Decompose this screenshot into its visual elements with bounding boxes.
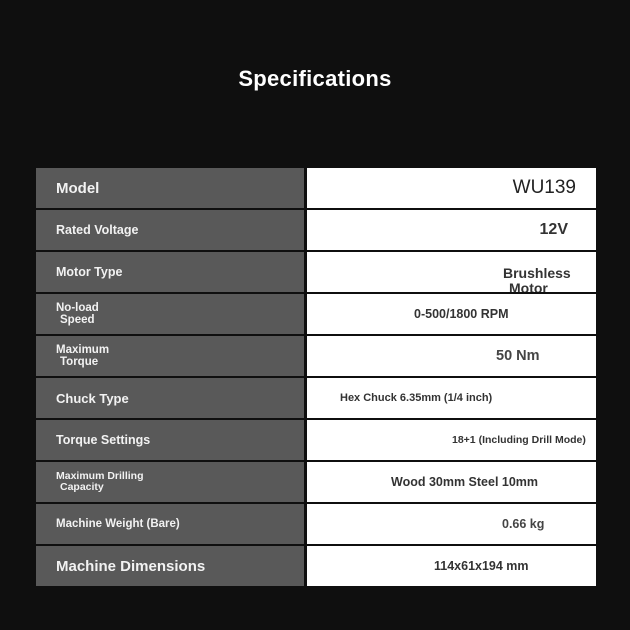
spec-row-torque-settings <box>36 420 596 460</box>
specifications-table <box>36 168 596 586</box>
spec-label-line: Speed <box>60 314 95 326</box>
spec-label-line: No-load <box>56 302 99 314</box>
spec-label <box>36 294 304 334</box>
spec-label: Chuck Type <box>36 378 304 418</box>
spec-value-text: 18+1 (Including Drill Mode) <box>452 434 586 446</box>
spec-row-no-load-speed <box>36 294 596 334</box>
spec-label: Rated Voltage <box>36 210 304 250</box>
spec-label-line: Maximum Drilling <box>56 470 144 482</box>
spec-value: Hex Chuck 6.35mm (1/4 inch) <box>307 378 596 418</box>
spec-value: 12V <box>307 210 596 250</box>
spec-value: 50 Nm <box>307 336 596 376</box>
spec-label: Motor Type <box>36 252 304 292</box>
spec-value <box>307 252 596 292</box>
spec-row-maximum-torque <box>36 336 596 376</box>
page-title: Specifications <box>238 66 392 91</box>
spec-label: Machine Dimensions <box>36 546 304 586</box>
spec-value: WU139 <box>307 168 596 208</box>
spec-value: 0-500/1800 RPM <box>307 294 596 334</box>
spec-value-line: Motor <box>509 280 548 292</box>
spec-label <box>36 336 304 376</box>
spec-label: Machine Weight (Bare) <box>36 504 304 544</box>
spec-label: Model <box>36 168 304 208</box>
spec-label <box>36 462 304 502</box>
spec-row-rated-voltage <box>36 210 596 250</box>
spec-row-motor-type <box>36 252 596 292</box>
spec-row-chuck-type <box>36 378 596 418</box>
spec-row-machine-dimensions <box>36 546 596 586</box>
spec-value: 0.66 kg <box>307 504 596 544</box>
spec-value <box>307 420 596 460</box>
spec-label: Torque Settings <box>36 420 304 460</box>
spec-label-line: Capacity <box>60 481 104 493</box>
spec-value-line: Brushless <box>503 265 571 281</box>
spec-row-maximum-drilling-capacity <box>36 462 596 502</box>
spec-row-model <box>36 168 596 208</box>
spec-label-line: Maximum <box>56 344 110 356</box>
spec-value: Wood 30mm Steel 10mm <box>307 462 596 502</box>
spec-label-line: Torque <box>60 356 99 368</box>
spec-value: 114x61x194 mm <box>307 546 596 586</box>
spec-row-machine-weight <box>36 504 596 544</box>
